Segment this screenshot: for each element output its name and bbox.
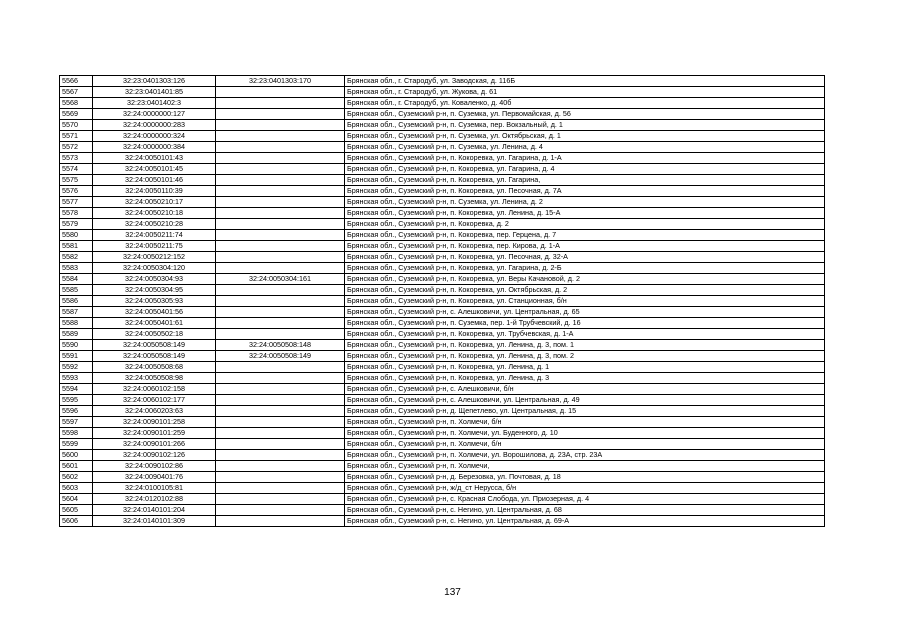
address-cell: Брянская обл., г. Стародуб, ул. Коваленко, д. 40б [345, 98, 825, 109]
table-row [60, 384, 825, 395]
address-cell: Брянская обл., г. Стародуб, ул. Жукова, д. 61 [345, 87, 825, 98]
row-number-cell: 5595 [60, 395, 93, 406]
table-row [60, 142, 825, 153]
previous-cadastral-number-cell [216, 329, 345, 340]
cadastral-number-cell: 32:24:0050304:93 [93, 274, 216, 285]
previous-cadastral-number-cell [216, 164, 345, 175]
row-number-cell: 5603 [60, 483, 93, 494]
cadastral-number-cell: 32:24:0050110:39 [93, 186, 216, 197]
previous-cadastral-number-cell [216, 428, 345, 439]
address-cell: Брянская обл., Суземский р-н, д. Щепетлево, ул. Центральная, д. 15 [345, 406, 825, 417]
row-number-cell: 5588 [60, 318, 93, 329]
address-cell: Брянская обл., Суземский р-н, п. Кокоревка, ул. Гагарина, [345, 175, 825, 186]
cadastral-number-cell: 32:24:0050101:46 [93, 175, 216, 186]
row-number-cell: 5571 [60, 131, 93, 142]
table-row [60, 483, 825, 494]
row-number-cell: 5575 [60, 175, 93, 186]
cadastral-number-cell: 32:24:0050101:43 [93, 153, 216, 164]
cadastral-number-cell: 32:24:0000000:283 [93, 120, 216, 131]
row-number-cell: 5592 [60, 362, 93, 373]
address-cell: Брянская обл., Суземский р-н, п. Кокоревка, ул. Ленина, д. 3, пом. 1 [345, 340, 825, 351]
row-number-cell: 5600 [60, 450, 93, 461]
row-number-cell: 5594 [60, 384, 93, 395]
previous-cadastral-number-cell [216, 120, 345, 131]
address-cell: Брянская обл., Суземский р-н, п. Кокоревка, ул. Гагарина, д. 1-А [345, 153, 825, 164]
table-row [60, 219, 825, 230]
address-cell: Брянская обл., Суземский р-н, п. Кокоревка, ул. Ленина, д. 15-А [345, 208, 825, 219]
cadastral-number-cell: 32:24:0050508:98 [93, 373, 216, 384]
page-number: 137 [444, 587, 461, 598]
table-row [60, 208, 825, 219]
address-cell: Брянская обл., г. Стародуб, ул. Заводская, д. 116Б [345, 76, 825, 87]
address-cell: Брянская обл., Суземский р-н, п. Кокоревка, ул. Ленина, д. 1 [345, 362, 825, 373]
address-cell: Брянская обл., Суземский р-н, п. Кокоревка, ул. Станционная, б/н [345, 296, 825, 307]
previous-cadastral-number-cell [216, 98, 345, 109]
address-cell: Брянская обл., Суземский р-н, п. Кокоревка, ул. Ленина, д. 3, пом. 2 [345, 351, 825, 362]
table-row [60, 252, 825, 263]
row-number-cell: 5605 [60, 505, 93, 516]
table-row [60, 153, 825, 164]
table-row [60, 472, 825, 483]
address-cell: Брянская обл., Суземский р-н, п. Кокоревка, пер. Герцена, д. 7 [345, 230, 825, 241]
row-number-cell: 5597 [60, 417, 93, 428]
previous-cadastral-number-cell [216, 395, 345, 406]
cadastral-number-cell: 32:23:0401401:85 [93, 87, 216, 98]
previous-cadastral-number-cell [216, 186, 345, 197]
address-cell: Брянская обл., Суземский р-н, ж/д_ст Нерусса, б/н [345, 483, 825, 494]
row-number-cell: 5598 [60, 428, 93, 439]
row-number-cell: 5606 [60, 516, 93, 527]
table-row [60, 241, 825, 252]
address-cell: Брянская обл., Суземский р-н, с. Алешковичи, ул. Центральная, д. 65 [345, 307, 825, 318]
cadastral-number-cell: 32:24:0050502:18 [93, 329, 216, 340]
table-row [60, 76, 825, 87]
cadastral-number-cell: 32:24:0050210:28 [93, 219, 216, 230]
cadastral-number-cell: 32:24:0060102:158 [93, 384, 216, 395]
previous-cadastral-number-cell [216, 252, 345, 263]
address-cell: Брянская обл., Суземский р-н, д. Березовка, ул. Почтовая, д. 18 [345, 472, 825, 483]
table-row [60, 340, 825, 351]
previous-cadastral-number-cell [216, 439, 345, 450]
previous-cadastral-number-cell [216, 219, 345, 230]
row-number-cell: 5578 [60, 208, 93, 219]
cadastral-number-cell: 32:24:0090102:86 [93, 461, 216, 472]
previous-cadastral-number-cell [216, 263, 345, 274]
table-row [60, 461, 825, 472]
address-cell: Брянская обл., Суземский р-н, п. Суземка, ул. Первомайская, д. 56 [345, 109, 825, 120]
cadastral-number-cell: 32:24:0060203:63 [93, 406, 216, 417]
previous-cadastral-number-cell [216, 373, 345, 384]
address-cell: Брянская обл., Суземский р-н, п. Кокоревка, ул. Ленина, д. 3 [345, 373, 825, 384]
address-cell: Брянская обл., Суземский р-н, п. Кокоревка, ул. Песочная, д. 32-А [345, 252, 825, 263]
table-row [60, 516, 825, 527]
table-row [60, 263, 825, 274]
previous-cadastral-number-cell: 32:24:0050508:148 [216, 340, 345, 351]
cadastral-number-cell: 32:24:0050401:56 [93, 307, 216, 318]
previous-cadastral-number-cell: 32:24:0050304:161 [216, 274, 345, 285]
previous-cadastral-number-cell [216, 461, 345, 472]
row-number-cell: 5580 [60, 230, 93, 241]
cadastral-number-cell: 32:23:0401303:126 [93, 76, 216, 87]
address-cell: Брянская обл., Суземский р-н, п. Суземка, ул. Ленина, д. 4 [345, 142, 825, 153]
previous-cadastral-number-cell [216, 197, 345, 208]
previous-cadastral-number-cell [216, 483, 345, 494]
row-number-cell: 5601 [60, 461, 93, 472]
previous-cadastral-number-cell [216, 516, 345, 527]
row-number-cell: 5568 [60, 98, 93, 109]
address-cell: Брянская обл., Суземский р-н, п. Кокоревка, ул. Песочная, д. 7А [345, 186, 825, 197]
row-number-cell: 5602 [60, 472, 93, 483]
previous-cadastral-number-cell [216, 384, 345, 395]
table-row [60, 307, 825, 318]
table-row [60, 428, 825, 439]
row-number-cell: 5574 [60, 164, 93, 175]
cadastral-number-cell: 32:24:0140101:204 [93, 505, 216, 516]
cadastral-number-cell: 32:24:0140101:309 [93, 516, 216, 527]
table-row [60, 439, 825, 450]
previous-cadastral-number-cell [216, 296, 345, 307]
address-cell: Брянская обл., Суземский р-н, п. Суземка, ул. Ленина, д. 2 [345, 197, 825, 208]
row-number-cell: 5587 [60, 307, 93, 318]
address-cell: Брянская обл., Суземский р-н, с. Красная Слобода, ул. Приозерная, д. 4 [345, 494, 825, 505]
previous-cadastral-number-cell: 32:23:0401303:170 [216, 76, 345, 87]
cadastral-number-cell: 32:24:0050304:95 [93, 285, 216, 296]
cadastral-number-cell: 32:24:0050212:152 [93, 252, 216, 263]
table-row [60, 274, 825, 285]
cadastral-number-cell: 32:24:0050508:68 [93, 362, 216, 373]
row-number-cell: 5573 [60, 153, 93, 164]
cadastral-number-cell: 32:24:0050305:93 [93, 296, 216, 307]
row-number-cell: 5567 [60, 87, 93, 98]
previous-cadastral-number-cell [216, 142, 345, 153]
address-cell: Брянская обл., Суземский р-н, с. Негино, ул. Центральная, д. 69-А [345, 516, 825, 527]
previous-cadastral-number-cell [216, 230, 345, 241]
previous-cadastral-number-cell [216, 285, 345, 296]
address-cell: Брянская обл., Суземский р-н, п. Холмечи, б/н [345, 439, 825, 450]
cadastral-number-cell: 32:24:0050211:75 [93, 241, 216, 252]
previous-cadastral-number-cell: 32:24:0050508:149 [216, 351, 345, 362]
address-cell: Брянская обл., Суземский р-н, с. Алешковичи, ул. Центральная, д. 49 [345, 395, 825, 406]
cadastral-number-cell: 32:24:0000000:384 [93, 142, 216, 153]
row-number-cell: 5586 [60, 296, 93, 307]
table-row [60, 98, 825, 109]
address-cell: Брянская обл., Суземский р-н, п. Кокоревка, ул. Октябрьская, д. 2 [345, 285, 825, 296]
table-row [60, 186, 825, 197]
row-number-cell: 5583 [60, 263, 93, 274]
address-cell: Брянская обл., Суземский р-н, п. Холмечи, [345, 461, 825, 472]
previous-cadastral-number-cell [216, 208, 345, 219]
cadastral-number-cell: 32:24:0000000:324 [93, 131, 216, 142]
cadastral-number-cell: 32:24:0050211:74 [93, 230, 216, 241]
cadastral-number-cell: 32:24:0050101:45 [93, 164, 216, 175]
cadastral-number-cell: 32:24:0050508:149 [93, 351, 216, 362]
cadastral-number-cell: 32:24:0050210:17 [93, 197, 216, 208]
table-row [60, 373, 825, 384]
row-number-cell: 5585 [60, 285, 93, 296]
row-number-cell: 5582 [60, 252, 93, 263]
address-cell: Брянская обл., Суземский р-н, п. Суземка, ул. Октябрьская, д. 1 [345, 131, 825, 142]
table-row [60, 505, 825, 516]
address-cell: Брянская обл., Суземский р-н, п. Кокоревка, д. 2 [345, 219, 825, 230]
table-row [60, 329, 825, 340]
table-body [60, 76, 825, 527]
cadastral-number-cell: 32:24:0000000:127 [93, 109, 216, 120]
table-row [60, 87, 825, 98]
previous-cadastral-number-cell [216, 406, 345, 417]
cadastral-number-cell: 32:24:0090401:76 [93, 472, 216, 483]
table-row [60, 285, 825, 296]
table-row [60, 120, 825, 131]
row-number-cell: 5570 [60, 120, 93, 131]
row-number-cell: 5572 [60, 142, 93, 153]
cadastral-number-cell: 32:24:0090102:126 [93, 450, 216, 461]
cadastral-number-cell: 32:24:0090101:266 [93, 439, 216, 450]
table-row [60, 494, 825, 505]
row-number-cell: 5591 [60, 351, 93, 362]
table-row [60, 362, 825, 373]
previous-cadastral-number-cell [216, 153, 345, 164]
previous-cadastral-number-cell [216, 450, 345, 461]
row-number-cell: 5599 [60, 439, 93, 450]
table-row [60, 395, 825, 406]
previous-cadastral-number-cell [216, 307, 345, 318]
cadastral-number-cell: 32:24:0050401:61 [93, 318, 216, 329]
cadastral-number-cell: 32:24:0050508:149 [93, 340, 216, 351]
property-table [59, 75, 825, 527]
address-cell: Брянская обл., Суземский р-н, п. Кокоревка, пер. Кирова, д. 1-А [345, 241, 825, 252]
row-number-cell: 5581 [60, 241, 93, 252]
address-cell: Брянская обл., Суземский р-н, п. Кокоревка, ул. Гагарина, д. 2-Б [345, 263, 825, 274]
address-cell: Брянская обл., Суземский р-н, с. Алешковичи, б/н [345, 384, 825, 395]
table-row [60, 450, 825, 461]
address-cell: Брянская обл., Суземский р-н, п. Суземка, пер. Вокзальный, д. 1 [345, 120, 825, 131]
cadastral-number-cell: 32:24:0100105:81 [93, 483, 216, 494]
previous-cadastral-number-cell [216, 241, 345, 252]
previous-cadastral-number-cell [216, 362, 345, 373]
address-cell: Брянская обл., Суземский р-н, п. Кокоревка, ул. Веры Качановой, д. 2 [345, 274, 825, 285]
previous-cadastral-number-cell [216, 318, 345, 329]
cadastral-number-cell: 32:24:0090101:258 [93, 417, 216, 428]
previous-cadastral-number-cell [216, 417, 345, 428]
previous-cadastral-number-cell [216, 175, 345, 186]
table-row [60, 230, 825, 241]
table-row [60, 417, 825, 428]
cadastral-number-cell: 32:24:0050304:120 [93, 263, 216, 274]
row-number-cell: 5579 [60, 219, 93, 230]
table-row [60, 296, 825, 307]
row-number-cell: 5596 [60, 406, 93, 417]
previous-cadastral-number-cell [216, 494, 345, 505]
cadastral-number-cell: 32:23:0401402:3 [93, 98, 216, 109]
row-number-cell: 5590 [60, 340, 93, 351]
previous-cadastral-number-cell [216, 87, 345, 98]
address-cell: Брянская обл., Суземский р-н, п. Холмечи, ул. Буденного, д. 10 [345, 428, 825, 439]
row-number-cell: 5569 [60, 109, 93, 120]
address-cell: Брянская обл., Суземский р-н, п. Суземка, пер. 1-й Трубчевский, д. 16 [345, 318, 825, 329]
cadastral-number-cell: 32:24:0090101:259 [93, 428, 216, 439]
table-row [60, 131, 825, 142]
previous-cadastral-number-cell [216, 131, 345, 142]
cadastral-number-cell: 32:24:0120102:88 [93, 494, 216, 505]
row-number-cell: 5589 [60, 329, 93, 340]
address-cell: Брянская обл., Суземский р-н, п. Кокоревка, ул. Трубчевская, д. 1-А [345, 329, 825, 340]
row-number-cell: 5593 [60, 373, 93, 384]
address-cell: Брянская обл., Суземский р-н, с. Негино, ул. Центральная, д. 68 [345, 505, 825, 516]
row-number-cell: 5576 [60, 186, 93, 197]
row-number-cell: 5566 [60, 76, 93, 87]
cadastral-number-cell: 32:24:0050210:18 [93, 208, 216, 219]
previous-cadastral-number-cell [216, 472, 345, 483]
table-row [60, 197, 825, 208]
table-row [60, 109, 825, 120]
cadastral-number-cell: 32:24:0060102:177 [93, 395, 216, 406]
address-cell: Брянская обл., Суземский р-н, п. Холмечи, б/н [345, 417, 825, 428]
row-number-cell: 5584 [60, 274, 93, 285]
table-row [60, 318, 825, 329]
row-number-cell: 5577 [60, 197, 93, 208]
previous-cadastral-number-cell [216, 505, 345, 516]
address-cell: Брянская обл., Суземский р-н, п. Кокоревка, ул. Гагарина, д. 4 [345, 164, 825, 175]
table-row [60, 164, 825, 175]
row-number-cell: 5604 [60, 494, 93, 505]
table-row [60, 175, 825, 186]
previous-cadastral-number-cell [216, 109, 345, 120]
table-row [60, 406, 825, 417]
address-cell: Брянская обл., Суземский р-н, п. Холмечи, ул. Ворошилова, д. 23А, стр. 23А [345, 450, 825, 461]
table-row [60, 351, 825, 362]
